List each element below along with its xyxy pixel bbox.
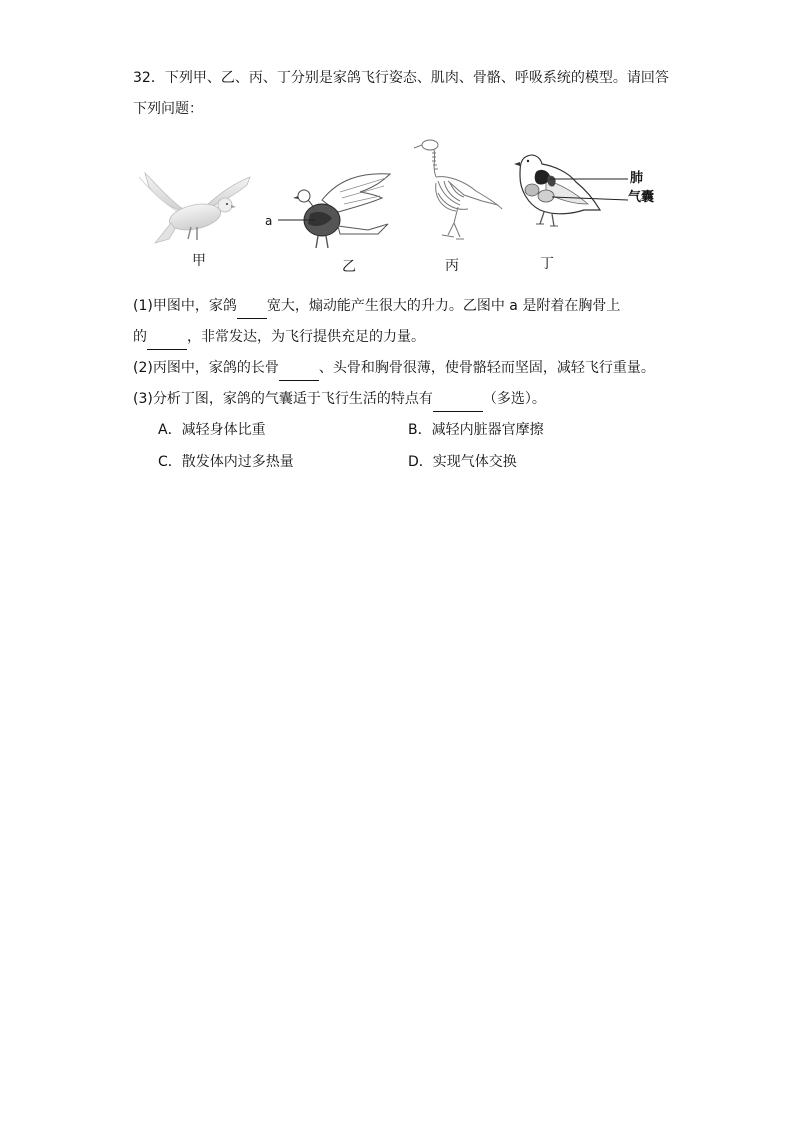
figure-yi-label: 乙 [342,259,356,275]
answer-blank-4[interactable] [433,391,483,412]
sub-question-1-text-a: (1)甲图中，家鸽 [133,298,237,314]
answer-blank-1[interactable] [237,298,267,319]
figure-bing-label: 丙 [445,258,459,274]
question-stem-line-2 [133,99,203,119]
figure-jia-dove-image [135,165,255,250]
sub-question-1-text-d: ，非常发达，为飞行提供充足的力量。 [187,329,425,345]
answer-blank-3[interactable] [279,360,319,381]
sub-question-1-text-c: 的 [133,329,147,345]
option-b[interactable]: B．减轻内脏器官摩擦 [408,422,544,438]
option-d[interactable]: D．实现气体交换 [408,454,517,470]
figure-jia-label: 甲 [192,253,206,269]
option-c[interactable]: C．散发体内过多热量 [158,454,294,470]
sub-question-1-text-b: 宽大，煽动能产生很大的升力。乙图中 a 是附着在胸骨上 [266,298,621,314]
figure-ding-part-lung-label: 肺 [630,171,644,186]
sub-question-2-text-a: (2)丙图中，家鸽的长骨 [133,360,279,376]
sub-question-3 [133,389,546,412]
sub-question-2-text-b: 、头骨和胸骨很薄，使骨骼轻而坚固，减轻飞行重量。 [318,360,655,376]
figure-yi-part-a-label: a [265,214,273,228]
figure-yi-muscle-image [260,170,395,252]
question-stem-line-1 [133,68,669,88]
sub-question-1-line-1 [133,296,620,319]
answer-blank-2[interactable] [147,329,187,350]
option-a[interactable]: A．减轻身体比重 [158,422,266,438]
sub-question-3-text-b: （多选）。 [482,391,546,407]
question-number: 32． [133,70,165,86]
figure-bing-skeleton-image [402,135,507,243]
sub-question-3-text-a: (3)分析丁图，家鸽的气囊适于飞行生活的特点有 [133,391,433,407]
question-stem-text: 下列甲、乙、丙、丁分别是家鸽飞行姿态、肌肉、骨骼、呼吸系统的模型。请回答 [164,70,669,86]
figure-ding-part-airsac-label: 气囊 [628,190,655,205]
sub-question-1-line-2 [133,327,425,350]
figure-ding-label: 丁 [540,256,554,272]
figure-ding-respiratory-image [510,150,630,230]
sub-question-2 [133,358,655,381]
question-stem-text-2: 下列问题： [133,101,203,117]
